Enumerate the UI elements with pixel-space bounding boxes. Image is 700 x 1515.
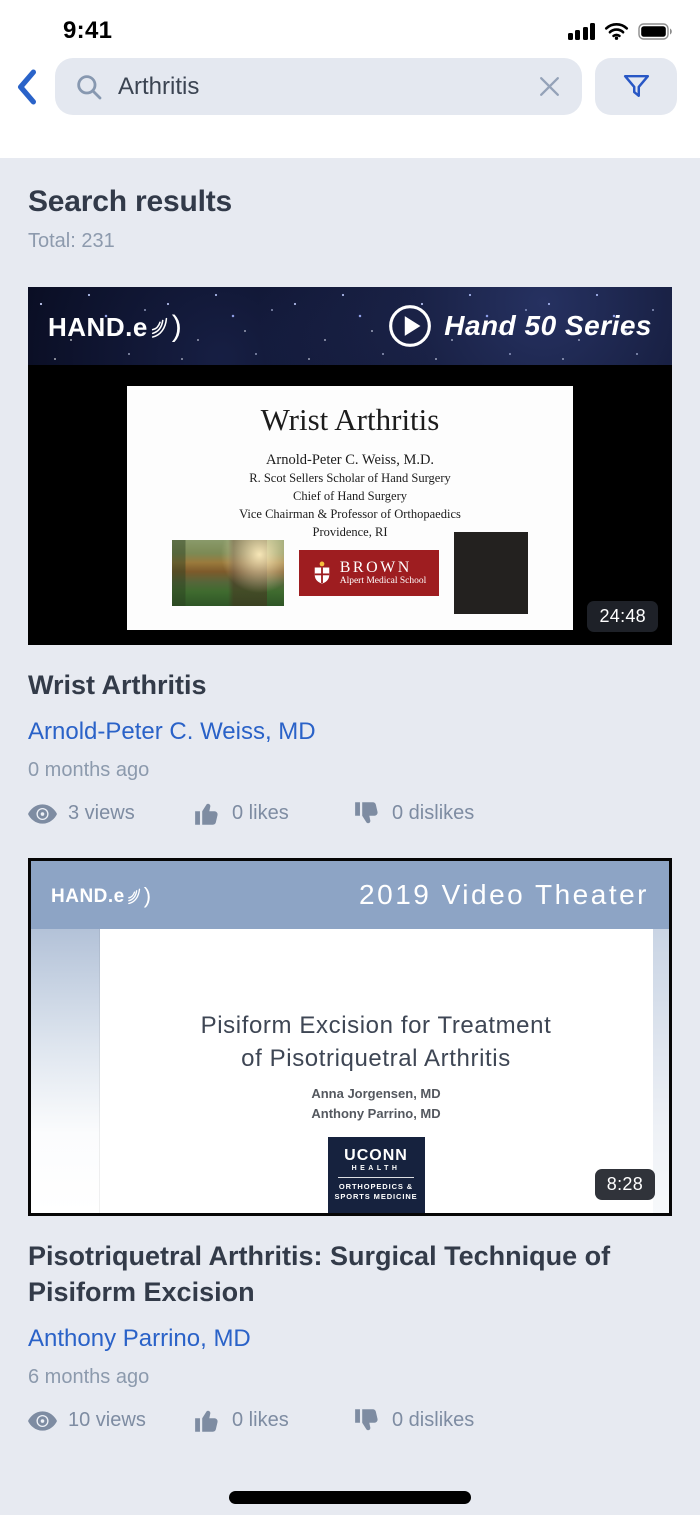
slide-left-gradient (31, 929, 100, 1213)
results-total: Total: 231 (28, 230, 115, 252)
video-stats (28, 800, 672, 827)
video-stats (28, 1407, 672, 1434)
back-button[interactable] (12, 65, 42, 109)
filter-button[interactable] (595, 58, 677, 115)
brown-crest-icon (312, 560, 332, 586)
duration-badge: 8:28 (595, 1169, 655, 1200)
search-field[interactable] (55, 58, 582, 115)
theater-label: 2019 Video Theater (359, 879, 649, 910)
campus-photo (172, 540, 284, 606)
author-link[interactable]: Arnold-Peter C. Weiss, MD (28, 718, 316, 745)
video-thumbnail-pisiform-excision[interactable] (28, 858, 672, 1216)
status-time: 9:41 (63, 17, 113, 44)
hand-e-logo: HAND.e ) (48, 310, 182, 343)
duration-badge: 24:48 (587, 601, 658, 632)
battery-icon (638, 23, 674, 40)
brown-medical-school-logo: BROWN Alpert Medical School (299, 550, 439, 596)
slide-credits: Anna Jorgensen, MD Anthony Parrino, MD (311, 1086, 441, 1121)
close-icon (537, 74, 562, 99)
logo-swoosh-icon (126, 884, 143, 906)
eye-icon (28, 804, 57, 824)
thumbs-down-icon (354, 1407, 381, 1434)
status-icons (568, 22, 675, 40)
thumbs-up-icon (194, 1407, 221, 1434)
wifi-icon (604, 22, 629, 40)
result-card (28, 287, 672, 827)
logo-swoosh-icon (149, 312, 171, 340)
slide-preview (127, 386, 573, 630)
result-card (28, 858, 672, 1434)
filter-funnel-icon (620, 70, 653, 103)
upload-age: 6 months ago (28, 1366, 150, 1388)
hand-e-logo: HAND.e ) (51, 883, 152, 909)
views-stat: 10 views (28, 1409, 194, 1432)
slide-image-row (127, 532, 573, 614)
slide-title: Wrist Arthritis (260, 402, 440, 437)
gate-photo (454, 532, 528, 614)
likes-stat: 0 likes (194, 1407, 354, 1434)
video-thumbnail-wrist-arthritis[interactable] (28, 287, 672, 645)
search-row (0, 58, 700, 115)
play-circle-icon (387, 303, 433, 349)
slide-credits: Arnold-Peter C. Weiss, M.D. R. Scot Sellers Scholar of Hand Surgery Chief of Hand Surgery Vice Chairman & Professor of Orthopaedics Providence, RI (239, 452, 461, 539)
views-stat: 3 views (28, 802, 194, 825)
slide-right-gradient (653, 929, 669, 1213)
dislikes-stat: 0 dislikes (354, 800, 474, 827)
uconn-health-logo: UCONN HEALTH ORTHOPEDICS & SPORTS MEDICINE (328, 1137, 425, 1213)
thumbnail-banner (31, 861, 669, 929)
home-indicator[interactable] (229, 1491, 471, 1504)
cellular-signal-icon (568, 23, 596, 40)
slide-preview (31, 929, 669, 1213)
chevron-left-icon (15, 69, 39, 105)
likes-stat: 0 likes (194, 800, 354, 827)
series-label: Hand 50 Series (387, 303, 652, 349)
dislikes-stat: 0 dislikes (354, 1407, 474, 1434)
divider (338, 1177, 414, 1178)
page-title: Search results (28, 185, 232, 218)
author-link[interactable]: Anthony Parrino, MD (28, 1325, 251, 1352)
video-title[interactable]: Pisotriquetral Arthritis: Surgical Technique of Pisiform Excision (28, 1241, 611, 1307)
thumbs-down-icon (354, 800, 381, 827)
search-icon (75, 73, 103, 101)
search-input[interactable] (116, 72, 524, 102)
eye-icon (28, 1411, 57, 1431)
thumbs-up-icon (194, 800, 221, 827)
search-results-page (0, 185, 700, 1434)
thumbnail-banner (28, 287, 672, 365)
slide-title: Pisiform Excision for Treatment of Pisotriquetral Arthritis (200, 1012, 552, 1072)
clear-search-button[interactable] (537, 74, 562, 99)
top-header (0, 0, 700, 158)
upload-age: 0 months ago (28, 759, 150, 781)
status-bar (0, 0, 700, 46)
video-title[interactable]: Wrist Arthritis (28, 670, 207, 700)
